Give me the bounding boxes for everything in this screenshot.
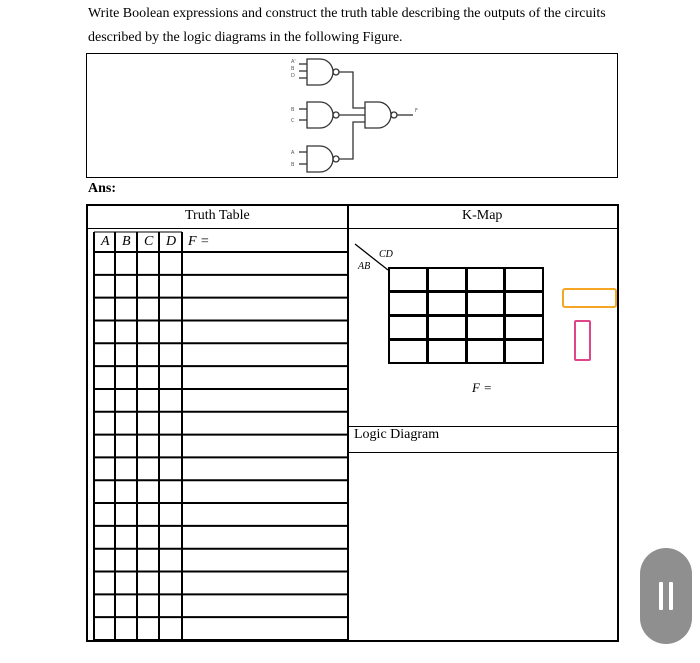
kmap-cell (466, 291, 506, 316)
tt-header-b: B (122, 234, 131, 249)
tt-header-a: A (101, 234, 110, 249)
nand-gate-2 (307, 102, 333, 128)
truth-table-grid (86, 228, 348, 642)
nand-gate-output (365, 102, 391, 128)
kmap-cell (427, 339, 467, 364)
inversion-bubble-3 (333, 156, 339, 162)
scroll-grip-right (669, 582, 673, 610)
question-line-2: described by the logic diagrams in the following Figure. (88, 30, 403, 45)
tt-header-c: C (144, 234, 154, 249)
kmap-cell (427, 267, 467, 292)
scroll-handle[interactable] (640, 548, 692, 644)
kmap-col-var: CD (379, 249, 393, 260)
logic-diagram-rule-lower (347, 452, 619, 453)
gate3-input-b: B (291, 162, 295, 168)
pink-annotation-box[interactable] (574, 320, 591, 361)
kmap-f-label: F = (472, 380, 492, 395)
answer-label: Ans: (88, 181, 117, 196)
kmap-cell (427, 315, 467, 340)
gate1-input-a: A' (291, 59, 296, 65)
tt-header-d: D (166, 234, 177, 249)
kmap-cell (388, 339, 428, 364)
kmap-cell (466, 339, 506, 364)
kmap-cell (388, 291, 428, 316)
orange-annotation-box[interactable] (562, 288, 617, 308)
kmap-row-var: AB (358, 261, 371, 272)
kmap-cell (504, 291, 544, 316)
kmap-cell (388, 267, 428, 292)
kmap-cell (427, 291, 467, 316)
logic-figure-box (86, 53, 618, 178)
logic-circuit-figure (87, 54, 619, 179)
nand-gate-1 (307, 59, 333, 85)
logic-diagram-label: Logic Diagram (354, 427, 440, 442)
inversion-bubble-output (391, 112, 397, 118)
truth-table-title: Truth Table (185, 208, 250, 223)
kmap-cell (504, 267, 544, 292)
gate1-input-b: B (291, 66, 295, 72)
nand-gate-3 (307, 146, 333, 172)
gate2-input-c: C (291, 118, 295, 124)
kmap-cell (466, 315, 506, 340)
question-line-1: Write Boolean expressions and construct the truth table describing the outputs of the circuits (88, 6, 606, 21)
kmap-cell (504, 339, 544, 364)
gate2-input-b: B (291, 107, 295, 113)
gate1-input-d: D (291, 73, 295, 79)
kmap-grid (388, 267, 543, 363)
kmap-cell (466, 267, 506, 292)
gate3-input-a: A (291, 150, 295, 156)
inversion-bubble-2 (333, 112, 339, 118)
scroll-grip-left (659, 582, 663, 610)
inversion-bubble-1 (333, 69, 339, 75)
output-label-f: F (415, 108, 418, 114)
kmap-title: K-Map (462, 208, 503, 223)
tt-header-f: F = (188, 234, 210, 249)
kmap-cell (504, 315, 544, 340)
kmap-cell (388, 315, 428, 340)
